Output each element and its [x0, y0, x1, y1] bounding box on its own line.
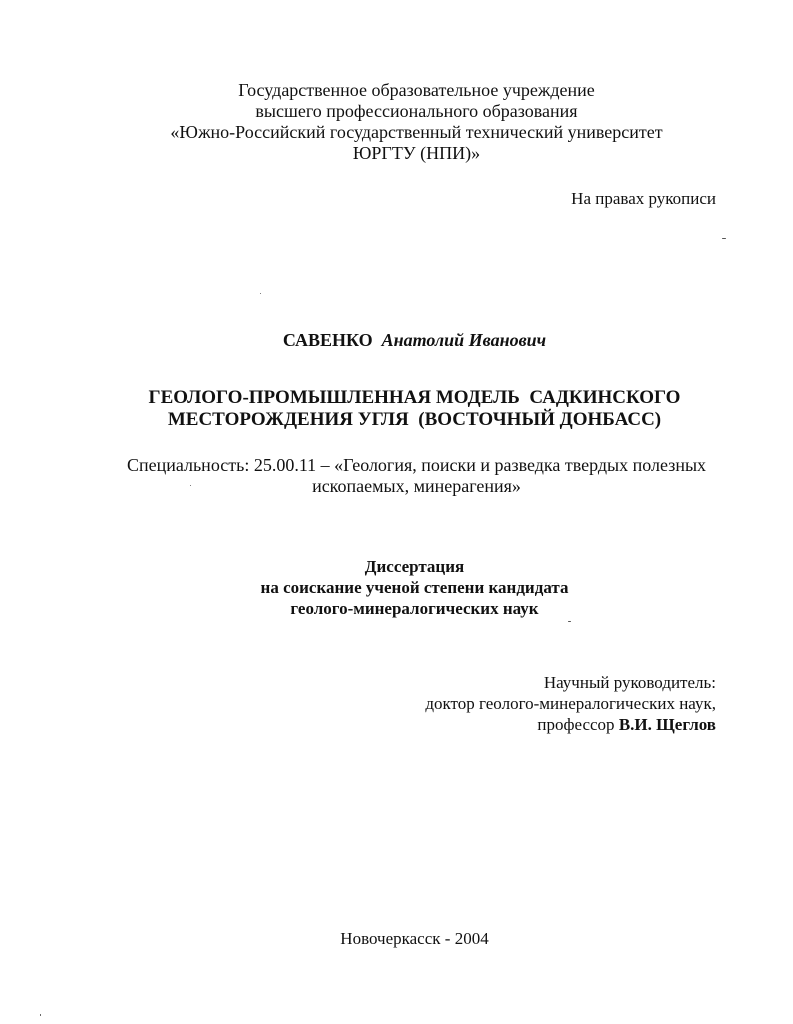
title-line-1: ГЕОЛОГО-ПРОМЫШЛЕННАЯ МОДЕЛЬ САДКИНСКОГО: [148, 387, 681, 408]
dissertation-line-3: геолого-минералогических наук: [290, 599, 539, 618]
supervisor-degree: доктор геолого-минералогических наук,: [425, 694, 716, 713]
author: [18, 330, 793, 351]
scan-speck: [260, 293, 261, 294]
supervisor-name-line: [425, 714, 716, 735]
specialty-line-1: Специальность: 25.00.11 – «Геология, поиски и разведка твердых полезных: [126, 455, 707, 475]
specialty: [20, 455, 793, 497]
supervisor: [425, 672, 716, 735]
supervisor-name: В.И. Щеглов: [618, 715, 716, 734]
title-line-2: МЕСТОРОЖДЕНИЯ УГЛЯ (ВОСТОЧНЫЙ ДОНБАСС): [167, 409, 662, 430]
author-surname: САВЕНКО: [282, 330, 373, 350]
supervisor-label: Научный руководитель:: [543, 673, 716, 692]
institution-line-4: ЮРГТУ (НПИ)»: [352, 143, 481, 163]
institution-line-2: высшего профессионального образования: [255, 101, 578, 121]
scan-speck: [190, 485, 191, 486]
city-year: Новочеркасск - 2004: [340, 929, 489, 948]
institution-line-3: «Южно-Российский государственный технический университет: [170, 122, 663, 142]
dissertation-line-1: Диссертация: [364, 557, 465, 576]
scan-speck: [722, 238, 726, 239]
institution-line-1: Государственное образовательное учреждение: [238, 80, 595, 100]
scan-speck: [40, 1014, 41, 1016]
dissertation-line-2: на соискание ученой степени кандидата: [260, 578, 569, 597]
supervisor-title: профессор: [537, 715, 615, 734]
specialty-line-2: ископаемых, минерагения»: [312, 476, 521, 496]
manuscript-note: На правах рукописи: [571, 189, 716, 208]
dissertation-title: [18, 387, 793, 431]
institution-header: [20, 80, 793, 164]
scan-speck: [568, 621, 571, 622]
author-given-names: Анатолий Иванович: [381, 330, 547, 350]
dissertation-type: [18, 556, 793, 619]
